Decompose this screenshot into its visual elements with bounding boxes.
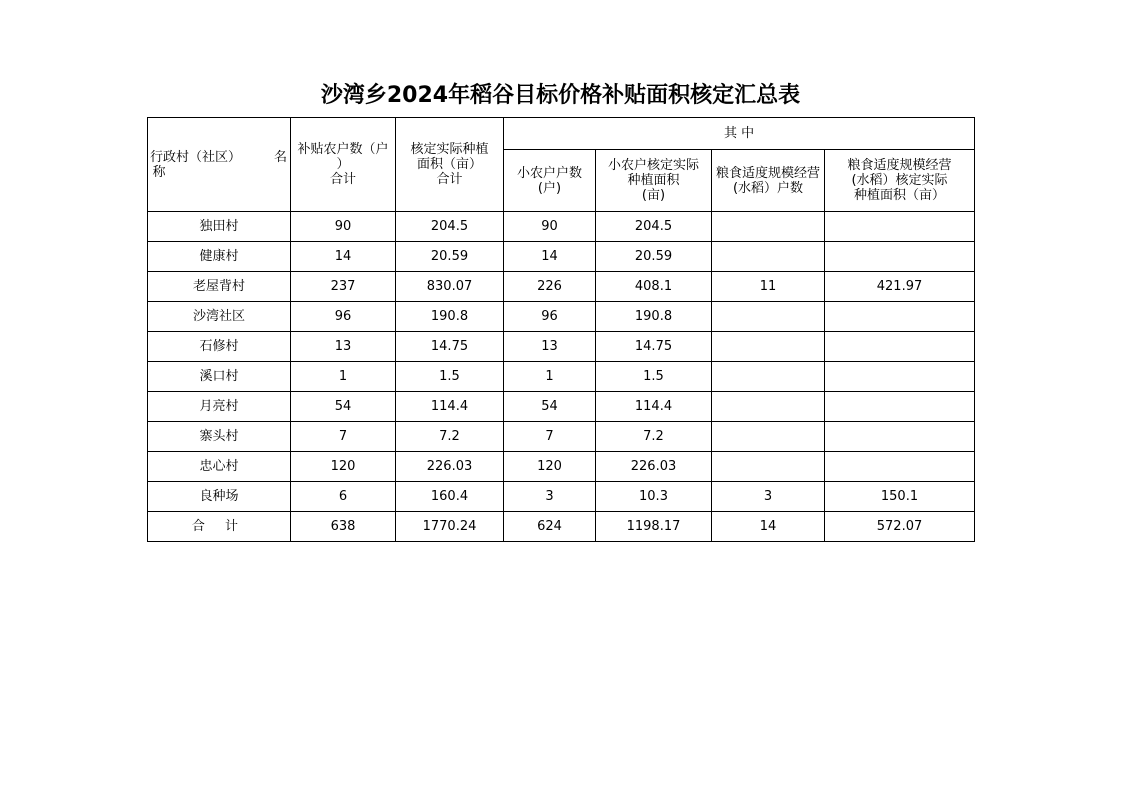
small-households-cell: 96 [504, 302, 596, 332]
large-households-cell [712, 452, 825, 482]
small-area-cell: 114.4 [596, 392, 712, 422]
area-cell: 20.59 [396, 242, 504, 272]
households-cell: 54 [291, 392, 396, 422]
village-name-cell: 月亮村 [148, 392, 291, 422]
village-name-cell: 独田村 [148, 212, 291, 242]
large-area-cell [825, 452, 975, 482]
small-area-cell: 7.2 [596, 422, 712, 452]
households-cell: 14 [291, 242, 396, 272]
large-area-cell [825, 392, 975, 422]
households-cell: 237 [291, 272, 396, 302]
large-households-cell [712, 242, 825, 272]
village-name-cell: 石修村 [148, 332, 291, 362]
village-name-cell: 健康村 [148, 242, 291, 272]
large-area-cell: 150.1 [825, 482, 975, 512]
header-area-line1: 核定实际种植 [410, 142, 489, 157]
header-large-area-line2: (水稻）核定实际 [851, 173, 948, 188]
table-row [148, 452, 975, 482]
large-households-cell: 3 [712, 482, 825, 512]
small-area-cell: 190.8 [596, 302, 712, 332]
header-households-line2: ） [336, 157, 350, 172]
total-large-households-cell: 14 [712, 512, 825, 542]
page-title: 沙湾乡2024年稻谷目标价格补贴面积核定汇总表 [320, 83, 801, 108]
header-small-area-line3: (亩) [641, 188, 666, 203]
table-row [148, 242, 975, 272]
area-cell: 14.75 [396, 332, 504, 362]
area-cell: 204.5 [396, 212, 504, 242]
total-large-area-cell: 572.07 [825, 512, 975, 542]
header-large-area-line3: 种植面积（亩） [854, 188, 946, 203]
small-area-cell: 204.5 [596, 212, 712, 242]
table-row [148, 212, 975, 242]
total-row [148, 512, 975, 542]
households-cell: 13 [291, 332, 396, 362]
large-households-cell [712, 302, 825, 332]
header-small-households-line1: 小农户户数 [516, 165, 582, 181]
table-row [148, 272, 975, 302]
small-area-cell: 1.5 [596, 362, 712, 392]
header-small-households-line2: (户) [537, 180, 562, 196]
small-households-cell: 13 [504, 332, 596, 362]
total-small-area-cell: 1198.17 [596, 512, 712, 542]
area-cell: 160.4 [396, 482, 504, 512]
area-cell: 114.4 [396, 392, 504, 422]
total-label-cell: 合 计 [148, 512, 291, 542]
small-area-cell: 14.75 [596, 332, 712, 362]
header-large-households [712, 150, 825, 212]
large-area-cell [825, 422, 975, 452]
header-large-area-line1: 粮食适度规模经营 [847, 158, 952, 173]
table-row [148, 482, 975, 512]
header-small-households [504, 150, 596, 212]
total-small-households-cell: 624 [504, 512, 596, 542]
header-area-line2: 面积（亩） [416, 157, 482, 172]
area-cell: 190.8 [396, 302, 504, 332]
table-row [148, 302, 975, 332]
header-village-name [148, 118, 291, 212]
area-cell: 1.5 [396, 362, 504, 392]
table-row [148, 332, 975, 362]
large-area-cell [825, 332, 975, 362]
large-households-cell: 11 [712, 272, 825, 302]
village-name-cell: 寨头村 [148, 422, 291, 452]
area-cell: 830.07 [396, 272, 504, 302]
header-village-name-part1: 行政村（社区） [150, 149, 242, 165]
table-row [148, 392, 975, 422]
village-name-cell: 良种场 [148, 482, 291, 512]
small-area-cell: 226.03 [596, 452, 712, 482]
summary-table [147, 117, 975, 542]
small-area-cell: 408.1 [596, 272, 712, 302]
small-households-cell: 1 [504, 362, 596, 392]
small-households-cell: 3 [504, 482, 596, 512]
village-name-cell: 忠心村 [148, 452, 291, 482]
large-area-cell [825, 242, 975, 272]
large-area-cell [825, 302, 975, 332]
small-households-cell: 14 [504, 242, 596, 272]
small-area-cell: 20.59 [596, 242, 712, 272]
large-households-cell [712, 422, 825, 452]
header-households-total [291, 118, 396, 212]
large-households-cell [712, 362, 825, 392]
header-households-line1: 补贴农户数（户 [297, 142, 389, 157]
households-cell: 1 [291, 362, 396, 392]
header-village-name-part3: 称 [152, 164, 166, 180]
village-name-cell: 老屋背村 [148, 272, 291, 302]
header-large-households-line1: 粮食适度规模经营 [715, 165, 820, 181]
header-area-line3: 合计 [436, 172, 463, 187]
total-households-cell: 638 [291, 512, 396, 542]
large-households-cell [712, 212, 825, 242]
large-households-cell [712, 332, 825, 362]
table-row [148, 422, 975, 452]
header-among: 其 中 [504, 118, 975, 150]
area-cell: 7.2 [396, 422, 504, 452]
large-area-cell [825, 362, 975, 392]
small-households-cell: 120 [504, 452, 596, 482]
header-small-area [596, 150, 712, 212]
header-households-line3: 合计 [329, 172, 356, 187]
large-households-cell [712, 392, 825, 422]
header-small-area-line2: 种植面积 [627, 173, 680, 188]
total-area-cell: 1770.24 [396, 512, 504, 542]
small-households-cell: 7 [504, 422, 596, 452]
small-area-cell: 10.3 [596, 482, 712, 512]
small-households-cell: 90 [504, 212, 596, 242]
households-cell: 120 [291, 452, 396, 482]
village-name-cell: 沙湾社区 [148, 302, 291, 332]
header-large-households-line2: (水稻）户数 [732, 180, 804, 196]
header-area-total [396, 118, 504, 212]
header-village-name-part2: 名 [273, 149, 287, 165]
table-row [148, 362, 975, 392]
village-name-cell: 溪口村 [148, 362, 291, 392]
households-cell: 90 [291, 212, 396, 242]
large-area-cell [825, 212, 975, 242]
area-cell: 226.03 [396, 452, 504, 482]
households-cell: 7 [291, 422, 396, 452]
header-small-area-line1: 小农户核定实际 [607, 158, 699, 173]
small-households-cell: 226 [504, 272, 596, 302]
households-cell: 96 [291, 302, 396, 332]
small-households-cell: 54 [504, 392, 596, 422]
large-area-cell: 421.97 [825, 272, 975, 302]
header-large-area [825, 150, 975, 212]
households-cell: 6 [291, 482, 396, 512]
